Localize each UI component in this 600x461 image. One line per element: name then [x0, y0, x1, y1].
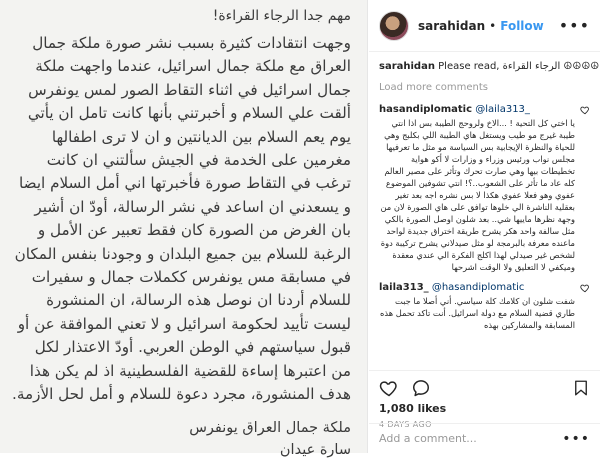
caption-username[interactable]: sarahidan	[379, 61, 435, 72]
post-body: وجهت انتقادات كثيرة بسبب نشر صورة ملكة جمال العراق مع ملكة جمال اسرائيل، عندما واجهت ملكة جمال اسرائيل في اثناء التقاط الصور لمس يونفرس ألقت علي السلام و أخبرتني بأنها كانت تامل ان يأتي يوم يعم السلام بين الديانتين و ان لا ترى اطفالها مغرمين على الخدمة في الجيش سألتني ان كانت ترغب في التقاط صورة فأخبرتها اني أمل السلام ايضا و يسعدني ان اساعد في نشر الرسالة، أودّ ان أشير بان الغرض من الصورة كان فقط تعبير عن الأمل و الرغبة للسلام بين جميع البلدان و وجودنا بنفس المكان في مسابقة مس يونفرس ككملات جمال و سفيرات للسلام أردنا ان نوصل هذه الرسالة، ان المنشورة ليست تأييد لحكومة اسرائيل و لا تعني الموافقة عن أو قبول سياستهم في الوطن العربي. أودّ الاعتذار لكل من اعتبرها إساءة للقضية الفلسطينية اذ لم يكن هذا هدف المنشورة، مجرد دعوة للسلام و أمل لحل الأزمة.	[12, 34, 351, 404]
comment-mention[interactable]: @laila313_	[475, 104, 530, 115]
post-header	[369, 0, 600, 52]
more-options-icon[interactable]: •••	[562, 430, 590, 447]
post-timestamp: 4 DAYS AGO	[379, 420, 432, 429]
post-caption	[379, 60, 600, 74]
likes-count[interactable]: 1,080 likes	[379, 402, 447, 415]
signature-name: سارة عيدان	[279, 441, 351, 458]
caption-text: Please read, الرجاء القراءة ☮☮☮☮	[438, 61, 600, 72]
like-heart-icon[interactable]	[379, 378, 399, 398]
add-comment-bar	[369, 423, 600, 453]
header-separator: •	[489, 18, 497, 33]
comment-text: شفت شلون ان كلامك كلة سياسي. أني أصلا ما جبت طاري قضية السلام مع دولة اسرائيل. أنت تاكد تحمل هذه المسابقة والمشاركين بهذه	[380, 296, 575, 330]
header-username[interactable]: sarahidan	[418, 18, 486, 33]
avatar[interactable]	[379, 11, 409, 41]
comments-section	[369, 52, 600, 370]
post-sidebar	[369, 0, 600, 453]
comment-text: يا اختي كل التحية ! ...الاخ ولروحج الطيبة بس اذا انتي طيبة غيرج مو طيب ويستغل هاي الطيبة اللي بكلبج وهي للحياة والنظرة الإيجابية بس السياسة مو مثل ما تعرفيها مجلس نواب ورئيس وزراء و وزارات لا أكو هواية تخطيطات بيها وهي صارت تحرك وتأثر على مصير العالم كله عاد ما تأثر على الشعوب..؟! انتي تشوفين الموضوع عفوي وهو فعلا عفوي هكذا لا بس نشره اجه بعد تغير بعقلية الناشرة الي خلوها توافق على هاي الصورة لان من وجهة نظرها ماييها شي.. بعد شلون اوصل الصورة بالكي مثل سالفة واحد هكر يشرح طريقة اختراق جديدة لواحد ماعنده معرفة بالبرمجة لو مثل صيدلاني يشرح تركيبة دوة لشخص غير صيدلي لهذا اكلج الفكرة الي عندي معقدة وميكفي لا التعليق ولا الوقت اشرحها	[380, 118, 575, 272]
comment-username[interactable]: laila313_	[379, 282, 429, 293]
comment-username[interactable]: hasandiplomatic	[379, 104, 473, 115]
comment-item	[379, 281, 590, 331]
comment-mention[interactable]: @hasandiplomatic	[431, 282, 525, 293]
load-more-comments-button[interactable]: Load more comments	[379, 82, 488, 93]
bookmark-icon[interactable]	[572, 378, 590, 398]
comment-item	[379, 103, 590, 273]
comment-like-heart-icon[interactable]	[580, 105, 590, 115]
post-heading: مهم جدا الرجاء القراءة!	[212, 8, 351, 24]
more-options-icon[interactable]: •••	[558, 16, 590, 35]
comment-bubble-icon[interactable]	[411, 378, 431, 398]
comment-like-heart-icon[interactable]	[580, 283, 590, 293]
add-comment-input[interactable]	[379, 432, 562, 445]
signature-title: ملكة جمال العراق يونفرس	[189, 419, 351, 436]
post-signature	[12, 417, 351, 461]
follow-button[interactable]: Follow	[500, 18, 544, 33]
